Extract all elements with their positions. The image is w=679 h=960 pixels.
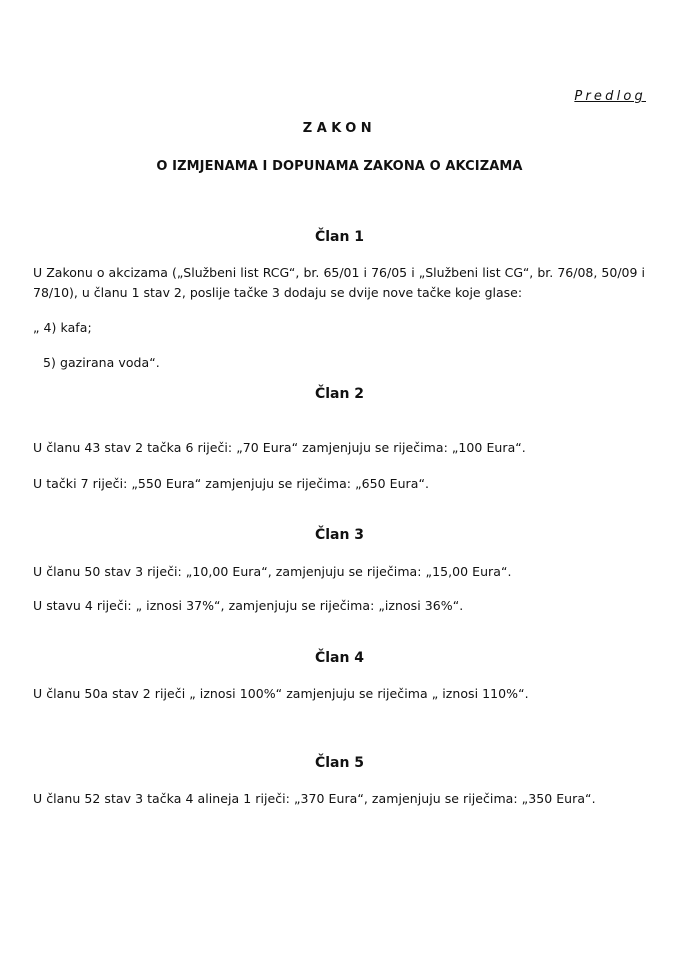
- article-1-paragraph-1: U Zakonu o akcizama („Službeni list RCG“, br. 65/01 i 76/05 i „Službeni list CG“, br. 76/08, 50/09 i 78/10), u članu 1 stav 2, poslije tačke 3 dodaju se dvije nove tačke koje glase:: [33, 265, 645, 300]
- article-5-heading: Član 5: [314, 755, 365, 771]
- article-4-paragraph-1: U članu 50a stav 2 riječi „ iznosi 100%“ zamjenjuju se riječima „ iznosi 110%“.: [33, 686, 529, 701]
- predlog-label: Predlog: [574, 89, 646, 104]
- article-1-paragraph-2: „ 4) kafa;: [33, 320, 92, 335]
- article-1-paragraph-3: 5) gazirana voda“.: [43, 355, 160, 370]
- article-3-paragraph-2: U stavu 4 riječi: „ iznosi 37%“, zamjenjuju se riječima: „iznosi 36%“.: [33, 598, 464, 613]
- article-2-heading: Član 2: [314, 386, 365, 402]
- article-1-heading: Član 1: [314, 229, 365, 245]
- article-3-paragraph-1: U članu 50 stav 3 riječi: „10,00 Eura“, zamjenjuju se riječima: „15,00 Eura“.: [33, 564, 512, 579]
- article-5-paragraph-1: U članu 52 stav 3 tačka 4 alineja 1 riječi: „370 Eura“, zamjenjuju se riječima: „350 Eura“.: [33, 791, 596, 806]
- document-subtitle: O IZMJENAMA I DOPUNAMA ZAKONA O AKCIZAMA: [156, 159, 523, 174]
- article-2-paragraph-1: U članu 43 stav 2 tačka 6 riječi: „70 Eura“ zamjenjuju se riječima: „100 Eura“.: [33, 440, 526, 455]
- article-3-heading: Član 3: [314, 527, 365, 543]
- article-2-paragraph-2: U tački 7 riječi: „550 Eura“ zamjenjuju se riječima: „650 Eura“.: [33, 476, 429, 491]
- article-4-heading: Član 4: [314, 650, 365, 666]
- document-title: ZAKON: [302, 121, 377, 136]
